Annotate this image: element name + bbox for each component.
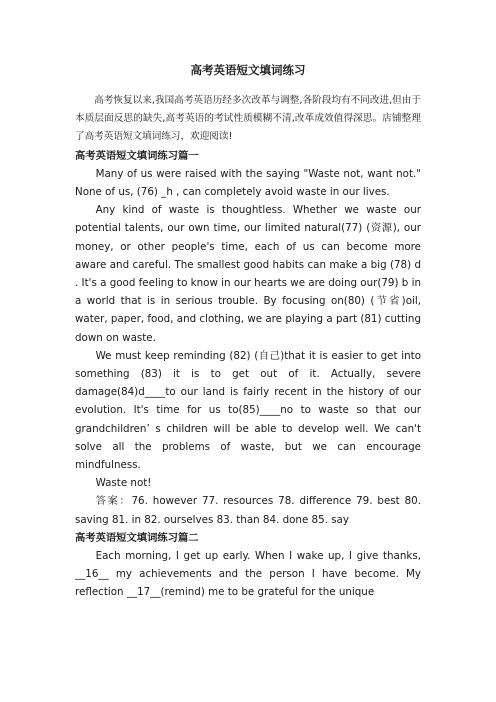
paragraph: Many of us were raised with the saying "Waste not, want not." None of us, (76) _h , can completely avoid waste in our lives. bbox=[75, 167, 421, 199]
section-heading-1: 高考英语短文填词练习篇一 bbox=[75, 149, 199, 162]
document-body bbox=[75, 92, 421, 602]
paragraph: Any kind of waste is thoughtless. Whether we waste our potential talents, our own time, our limited natural(77) (资源), our money, or other people's time, each of us can become more aware and careful. The smallest good habits can make a big (78) d . It's a good feeling to know in our hearts we are doing our(79) b in a world that is in serious trouble. By focusing on(80) (节省)oil, water, paper, food, and clothing, we are playing a part (81) cutting down on waste. bbox=[75, 204, 421, 344]
paragraph: We must keep reminding (82) (自己)that it is easier to get into something (83) it is to get out of it. Actually, severe damage(84)d____to our land is fairly recent in the history of our evolution. It's time for us to(85)____no to waste so that our grandchildren’ s children will be able to develop well. We can't solve all the problems of waste, but we can encourage mindfulness. bbox=[75, 349, 421, 472]
paragraph: Waste not! bbox=[95, 477, 152, 490]
answer-key: 答案：76. however 77. resources 78. difference 79. best 80. saving 81. in 82. ourselves 83. than 84. done 85. say bbox=[75, 495, 421, 526]
page-title: 高考英语短文填词练习 bbox=[190, 63, 306, 77]
intro-paragraph: 高考恢复以来,我国高考英语历经多次改革与调整,各阶段均有不同改进,但由于本质层面反思的缺失,高考英语的考试性质模糊不清,改革成效值得深思。店铺整理了高考英语短文填词练习，欢迎阅读! bbox=[75, 95, 421, 143]
section-heading-2: 高考英语短文填词练习篇二 bbox=[75, 531, 199, 544]
paragraph: Each morning, I get up early. When I wake up, I give thanks, __16__ my achievements and the person I have become. My reflection __17__(remind) me to be grateful for the unique bbox=[75, 550, 421, 599]
